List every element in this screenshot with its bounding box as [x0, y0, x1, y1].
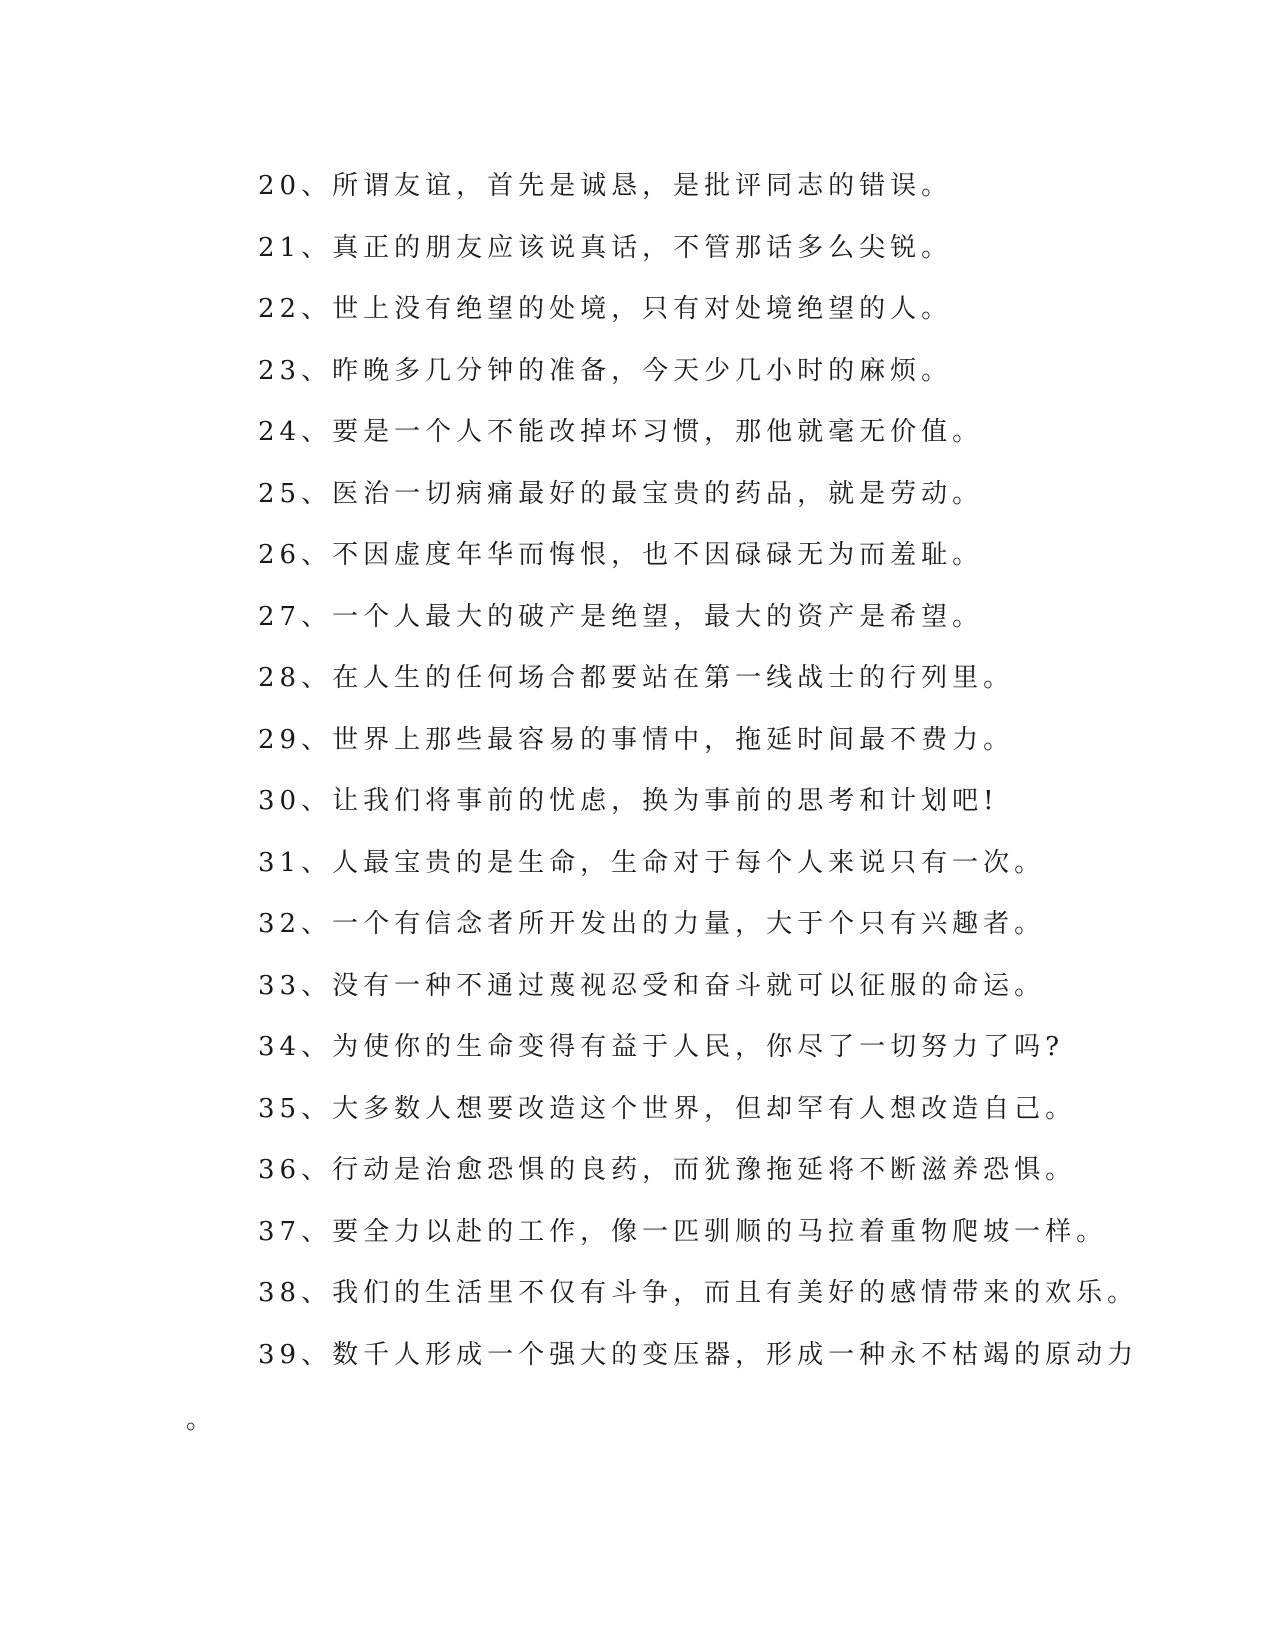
quote-line-27: 27、一个人最大的破产是绝望，最大的资产是希望。	[258, 601, 984, 632]
quote-line-29: 29、世界上那些最容易的事情中，拖延时间最不费力。	[258, 724, 1015, 755]
quote-line-25: 25、医治一切病痛最好的最宝贵的药品，就是劳动。	[258, 478, 984, 509]
quote-line-22: 22、世上没有绝望的处境，只有对处境绝望的人。	[258, 294, 953, 324]
wrapped-period: 。	[186, 1405, 213, 1435]
quote-line-20: 20、所谓友谊，首先是诚恳，是批评同志的错误。	[258, 171, 953, 201]
quote-line-24: 24、要是一个人不能改掉坏习惯，那他就毫无价值。	[258, 417, 984, 447]
quote-line-35: 35、大多数人想要改造这个世界，但却罕有人想改造自己。	[258, 1093, 1077, 1124]
quote-list	[258, 166, 1139, 1396]
quote-line-38: 38、我们的生活里不仅有斗争，而且有美好的感情带来的欢乐。	[258, 1278, 1139, 1308]
quote-line-28: 28、在人生的任何场合都要站在第一线战士的行列里。	[258, 663, 1015, 693]
quote-line-21: 21、真正的朋友应该说真话，不管那话多么尖锐。	[258, 232, 953, 263]
quote-line-30: 30、让我们将事前的忧虑，换为事前的思考和计划吧!	[258, 786, 999, 816]
quote-line-39: 39、数千人形成一个强大的变压器，形成一种永不枯竭的原动力	[258, 1339, 1139, 1370]
quote-line-26: 26、不因虚度年华而悔恨，也不因碌碌无为而羞耻。	[258, 540, 984, 570]
quote-line-34: 34、为使你的生命变得有益于人民，你尽了一切努力了吗?	[258, 1032, 1065, 1062]
quote-line-32: 32、一个有信念者所开发出的力量，大于个只有兴趣者。	[258, 909, 1046, 939]
quote-line-31: 31、人最宝贵的是生命，生命对于每个人来说只有一次。	[258, 847, 1046, 878]
quote-line-23: 23、昨晚多几分钟的准备，今天少几小时的麻烦。	[258, 355, 953, 386]
quote-line-36: 36、行动是治愈恐惧的良药，而犹豫拖延将不断滋养恐惧。	[258, 1155, 1077, 1185]
quote-line-33: 33、没有一种不通过蔑视忍受和奋斗就可以征服的命运。	[258, 970, 1046, 1001]
quote-line-37: 37、要全力以赴的工作，像一匹驯顺的马拉着重物爬坡一样。	[258, 1216, 1108, 1247]
